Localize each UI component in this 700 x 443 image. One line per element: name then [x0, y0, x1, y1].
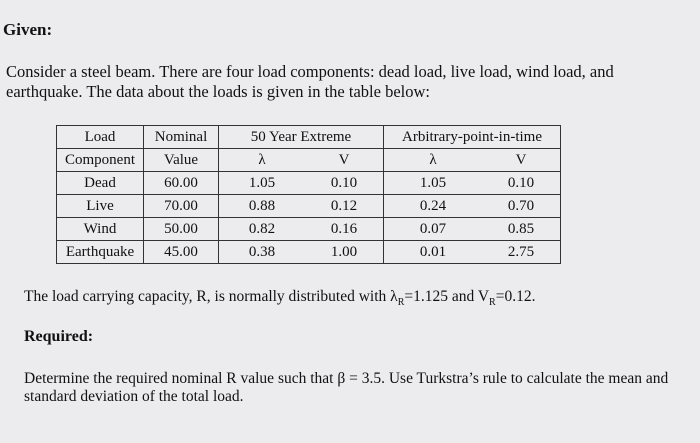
row-nominal: 70.00 — [144, 195, 219, 218]
row-nominal: 50.00 — [144, 218, 219, 241]
capacity-lambda-subscript: R — [397, 297, 405, 309]
row-apit-v: 0.70 — [482, 195, 561, 218]
row-extreme-v: 0.10 — [305, 172, 384, 195]
table-row — [57, 195, 561, 218]
row-nominal: 60.00 — [144, 172, 219, 195]
row-extreme-lambda: 0.88 — [219, 195, 306, 218]
header-arbitrary-point-in-time: Arbitrary-point-in-time — [384, 126, 561, 149]
row-apit-lambda: 0.07 — [384, 218, 483, 241]
header-extreme-lambda: λ — [219, 149, 306, 172]
header-nominal: Nominal — [144, 126, 219, 149]
row-load-name: Dead — [57, 172, 144, 195]
capacity-mid: =1.125 and V — [404, 288, 490, 305]
header-value: Value — [144, 149, 219, 172]
intro-paragraph: Consider a steel beam. There are four load components: dead load, live load, wind load, and earthquake. The data about the loads is given in the table below: — [6, 62, 614, 101]
given-heading: Given: — [3, 20, 53, 39]
row-apit-v: 0.85 — [482, 218, 561, 241]
row-apit-v: 2.75 — [482, 241, 561, 264]
required-heading: Required: — [24, 328, 94, 345]
header-apit-lambda: λ — [384, 149, 483, 172]
header-component: Component — [57, 149, 144, 172]
header-load: Load — [57, 126, 144, 149]
row-apit-lambda: 1.05 — [384, 172, 483, 195]
row-extreme-v: 0.16 — [305, 218, 384, 241]
task-paragraph: Determine the required nominal R value such that β = 3.5. Use Turkstra’s rule to calculate the mean and standard deviation of the total load. — [24, 370, 669, 405]
capacity-suffix: =0.12. — [495, 288, 536, 305]
capacity-prefix: The load carrying capacity, R, is normally distributed with λ — [24, 288, 398, 305]
row-nominal: 45.00 — [144, 241, 219, 264]
row-apit-v: 0.10 — [482, 172, 561, 195]
table-row — [57, 218, 561, 241]
header-extreme-v: V — [305, 149, 384, 172]
row-apit-lambda: 0.24 — [384, 195, 483, 218]
row-extreme-lambda: 0.82 — [219, 218, 306, 241]
header-50-year-extreme: 50 Year Extreme — [219, 126, 384, 149]
row-apit-lambda: 0.01 — [384, 241, 483, 264]
row-extreme-v: 0.12 — [305, 195, 384, 218]
header-apit-v: V — [482, 149, 561, 172]
row-load-name: Live — [57, 195, 144, 218]
load-data-table — [56, 125, 561, 264]
row-load-name: Earthquake — [57, 241, 144, 264]
row-load-name: Wind — [57, 218, 144, 241]
row-extreme-lambda: 1.05 — [219, 172, 306, 195]
capacity-statement — [24, 288, 535, 308]
capacity-v-subscript: R — [489, 297, 496, 309]
table-row — [57, 172, 561, 195]
row-extreme-v: 1.00 — [305, 241, 384, 264]
table-row — [57, 241, 561, 264]
row-extreme-lambda: 0.38 — [219, 241, 306, 264]
